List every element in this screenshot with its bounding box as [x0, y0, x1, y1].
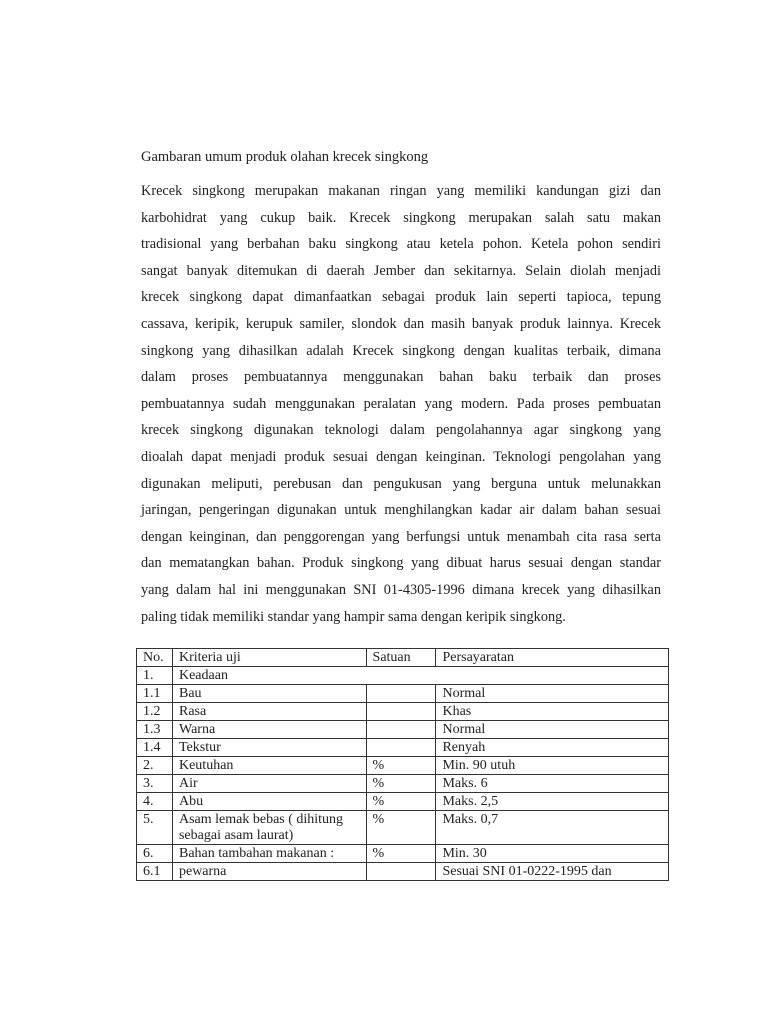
cell-criteria: Tekstur [172, 739, 366, 757]
cell-criteria: Bau [172, 685, 366, 703]
cell-no: 4. [137, 793, 173, 811]
cell-no: 6. [137, 845, 173, 863]
cell-unit [366, 739, 436, 757]
cell-requirement: Min. 90 utuh [436, 757, 669, 775]
header-cell-no: No. [137, 649, 173, 667]
paragraph-line: dan mematangkan bahan. Produk singkong yang dibuat harus sesuai dengan standar [141, 555, 661, 572]
cell-no: 1.4 [137, 739, 173, 757]
paragraph-line: yang dalam hal ini menggunakan SNI 01-4305-1996 dimana krecek yang dihasilkan [141, 581, 661, 598]
paragraph-line: karbohidrat yang cukup baik. Krecek singkong merupakan salah satu makan [141, 209, 661, 226]
cell-no: 1. [137, 667, 173, 685]
paragraph-line: dioalah dapat menjadi produk sesuai dengan keinginan. Teknologi pengolahan yang [141, 448, 661, 465]
cell-unit: % [366, 793, 436, 811]
paragraph-line: singkong yang dihasilkan adalah Krecek singkong dengan kualitas terbaik, dimana [141, 342, 661, 359]
cell-unit: % [366, 757, 436, 775]
cell-unit: % [366, 811, 436, 845]
section-heading: Gambaran umum produk olahan krecek singkong [141, 149, 429, 165]
cell-criteria: Air [172, 775, 366, 793]
cell-no: 5. [137, 811, 173, 845]
paragraph-line: sangat banyak ditemukan di daerah Jember dan sekitarnya. Selain diolah menjadi [141, 262, 661, 279]
table-row [137, 667, 669, 685]
cell-unit: % [366, 845, 436, 863]
cell-unit [366, 863, 436, 881]
standard-table [136, 648, 669, 881]
paragraph-line: dalam proses pembuatannya menggunakan bahan baku terbaik dan proses [141, 369, 661, 386]
table-row [137, 685, 669, 703]
paragraph-line: dengan keinginan, dan penggorengan yang berfungsi untuk menambah cita rasa serta [141, 528, 661, 545]
paragraph-line: Krecek singkong merupakan makanan ringan yang memiliki kandungan gizi dan [141, 183, 661, 199]
paragraph-line: cassava, keripik, kerupuk samiler, slondok dan masih banyak produk lainnya. Krecek [141, 315, 661, 332]
table-row [137, 845, 669, 863]
table-row [137, 775, 669, 793]
paragraph-line: paling tidak memiliki standar yang hampir sama dengan keripik singkong. [141, 608, 566, 625]
table-row [137, 863, 669, 881]
cell-no: 6.1 [137, 863, 173, 881]
cell-requirement: Maks. 6 [436, 775, 669, 793]
cell-criteria: Keadaan [172, 667, 668, 685]
paragraph-line: krecek singkong dapat dimanfaatkan sebagai produk lain seperti tapioca, tepung [141, 289, 661, 306]
cell-requirement: Normal [436, 685, 669, 703]
header-cell-unit: Satuan [366, 649, 436, 667]
paragraph-line: pembuatannya sudah menggunakan peralatan yang modern. Pada proses pembuatan [141, 395, 661, 412]
header-cell-requirement: Persayaratan [436, 649, 669, 667]
table-row [137, 793, 669, 811]
cell-unit [366, 703, 436, 721]
cell-requirement: Sesuai SNI 01-0222-1995 dan [436, 863, 669, 881]
cell-no: 3. [137, 775, 173, 793]
paragraph-line: krecek singkong digunakan teknologi dalam pengolahannya agar singkong yang [141, 422, 661, 439]
table-row [137, 721, 669, 739]
table-row [137, 703, 669, 721]
cell-criteria: Bahan tambahan makanan : [172, 845, 366, 863]
paragraph-line: digunakan meliputi, perebusan dan pengukusan yang berguna untuk melunakkan [141, 475, 661, 492]
cell-no: 1.1 [137, 685, 173, 703]
cell-no: 2. [137, 757, 173, 775]
cell-criteria: Keutuhan [172, 757, 366, 775]
cell-requirement: Min. 30 [436, 845, 669, 863]
cell-criteria: Rasa [172, 703, 366, 721]
cell-unit [366, 685, 436, 703]
table-row [137, 811, 669, 845]
table-body [137, 649, 669, 881]
cell-requirement: Khas [436, 703, 669, 721]
cell-criteria: Abu [172, 793, 366, 811]
table-row [137, 739, 669, 757]
cell-unit [366, 721, 436, 739]
cell-criteria: Asam lemak bebas ( dihitung sebagai asam laurat) [172, 811, 366, 845]
table-header-row [137, 649, 669, 667]
cell-requirement: Normal [436, 721, 669, 739]
cell-requirement: Maks. 0,7 [436, 811, 669, 845]
table-row [137, 757, 669, 775]
paragraph-line: jaringan, pengeringan digunakan untuk menghilangkan kadar air dalam bahan sesuai [141, 502, 661, 519]
header-cell-criteria: Kriteria uji [172, 649, 366, 667]
cell-criteria: Warna [172, 721, 366, 739]
cell-no: 1.3 [137, 721, 173, 739]
cell-unit: % [366, 775, 436, 793]
paragraph-line: tradisional yang berbahan baku singkong atau ketela pohon. Ketela pohon sendiri [141, 236, 661, 253]
cell-requirement: Maks. 2,5 [436, 793, 669, 811]
body-paragraph [141, 178, 661, 630]
cell-requirement: Renyah [436, 739, 669, 757]
cell-no: 1.2 [137, 703, 173, 721]
cell-criteria: pewarna [172, 863, 366, 881]
